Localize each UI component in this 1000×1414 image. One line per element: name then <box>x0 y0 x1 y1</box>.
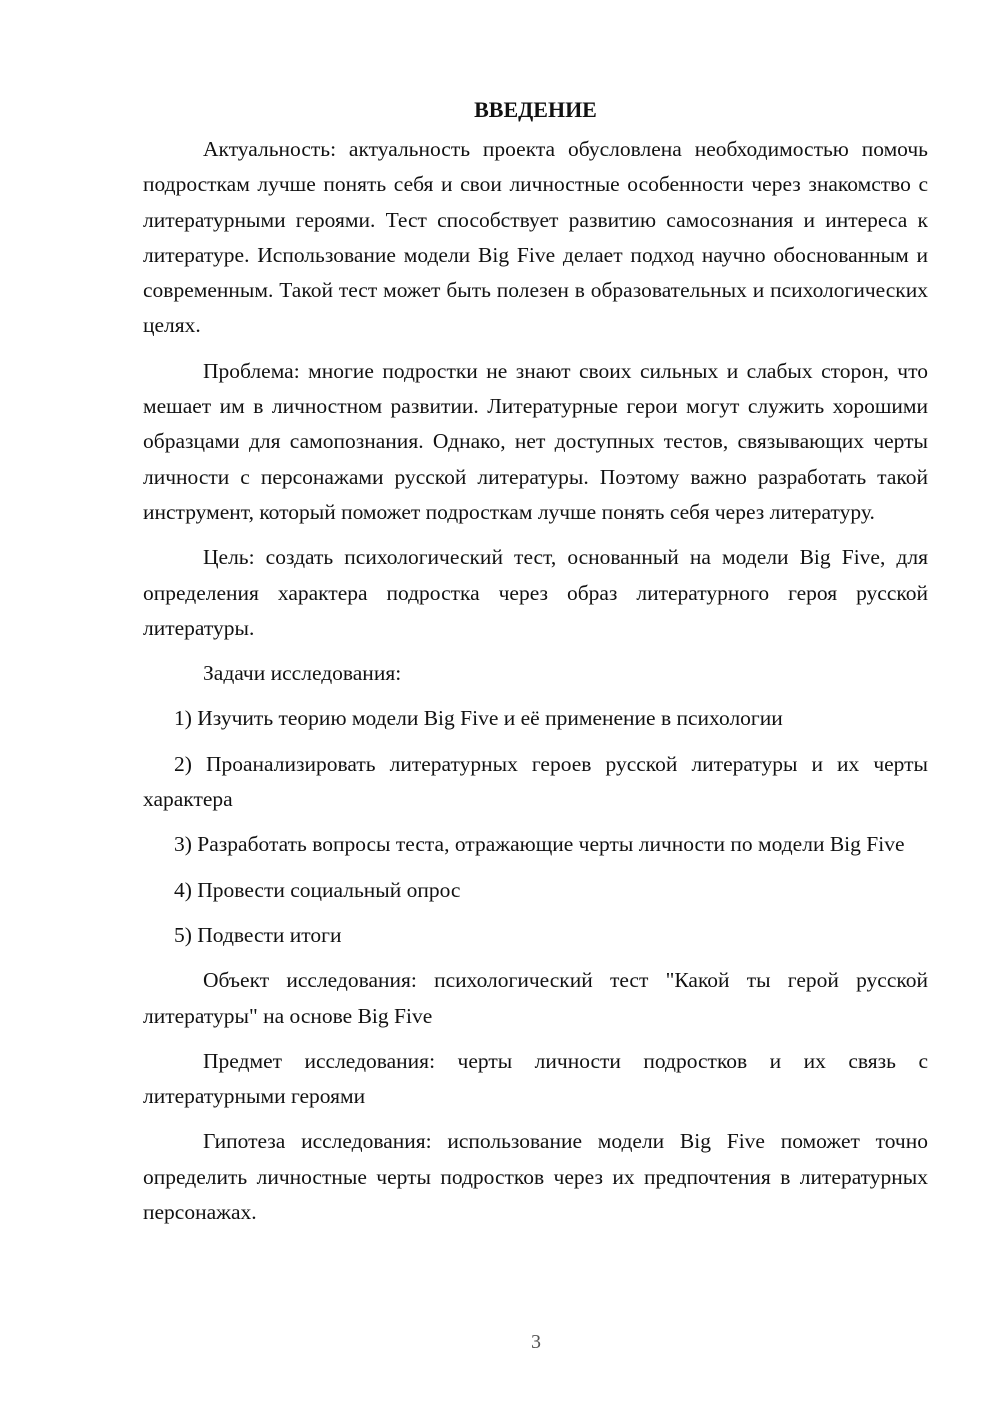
research-subject-paragraph: Предмет исследования: черты личности подростков и их связь с литературными героями <box>143 1048 928 1109</box>
task-item-3: 3) Разработать вопросы теста, отражающие черты личности по модели Big Five <box>174 832 905 857</box>
task-item-2: 2) Проанализировать литературных героев русской литературы и их черты характера <box>143 751 928 812</box>
page-number: 3 <box>531 1331 541 1353</box>
document-title: ВВЕДЕНИЕ <box>474 97 597 122</box>
hypothesis-paragraph: Гипотеза исследования: использование модели Big Five поможет точно определить личностные черты подростков через их предпочтения в литературных персонажах. <box>143 1129 928 1225</box>
tasks-heading: Задачи исследования: <box>203 661 402 686</box>
document-page <box>143 92 928 1240</box>
relevance-paragraph: Актуальность: актуальность проекта обусловлена необходимостью помочь подросткам лучше понять себя и свои личностные особенности через знакомство с литературными героями. Тест способствует развитию самосознания и интереса к литературе. Использование модели Big Five делает подход научно обоснованным и современным. Такой тест может быть полезен в образовательных и психологических целях. <box>143 137 928 338</box>
goal-paragraph: Цель: создать психологический тест, основанный на модели Big Five, для определения характера подростка через образ литературного героя русской литературы. <box>143 545 928 640</box>
task-item-4: 4) Провести социальный опрос <box>174 877 461 902</box>
problem-paragraph: Проблема: многие подростки не знают своих сильных и слабых сторон, что мешает им в личностном развитии. Литературные герои могут служить хорошими образцами для самопознания. Однако, нет доступных тестов, связывающих черты личности с персонажами русской литературы. Поэтому важно разработать такой инструмент, который поможет подросткам лучше понять себя через литературу. <box>143 358 928 524</box>
research-object-paragraph: Объект исследования: психологический тест "Какой ты герой русской литературы" на основе Big Five <box>143 968 928 1028</box>
task-item-5: 5) Подвести итоги <box>174 922 342 947</box>
task-item-1: 1) Изучить теорию модели Big Five и её применение в психологии <box>174 706 783 731</box>
